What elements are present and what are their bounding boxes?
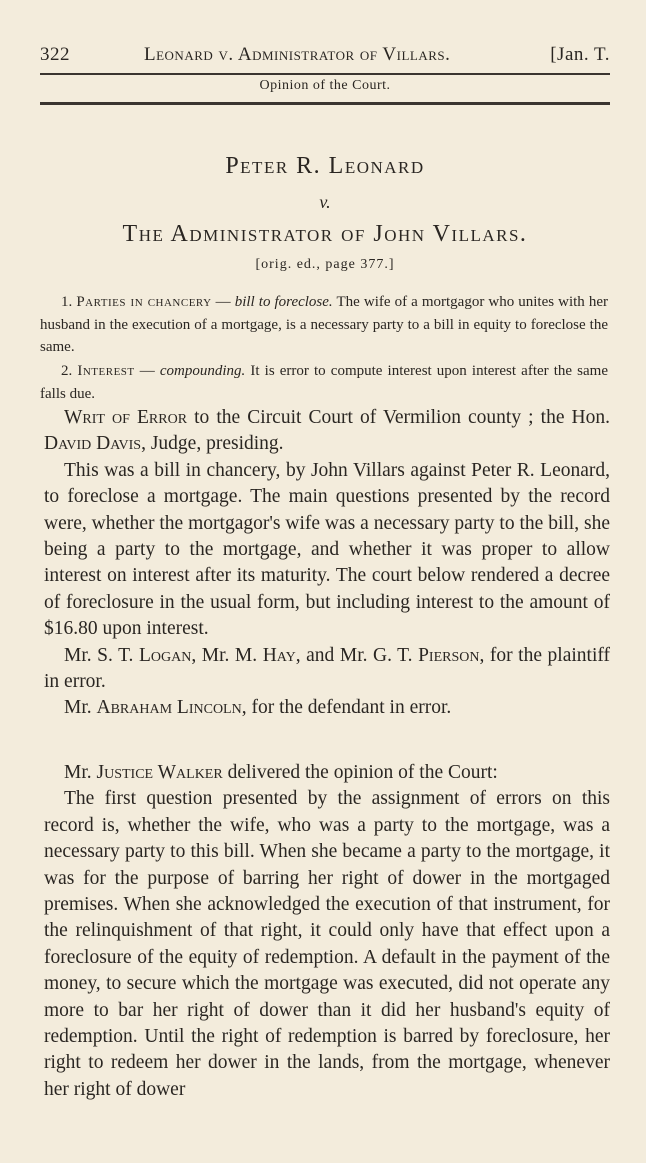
original-edition-ref: [orig. ed., page 377.] <box>255 257 395 272</box>
counsel-text: Mr. S. T. <box>64 644 134 666</box>
headnote-text: It is error to compute interest upon interest after the same falls due. <box>40 363 608 402</box>
case-plaintiff: Peter R. Leonard <box>225 153 425 179</box>
counsel-defendant <box>44 695 610 721</box>
justice-name: Justice Walker <box>96 762 223 783</box>
counsel-text: , and Mr. G. T. <box>295 644 413 666</box>
running-title: Leonard v. Administrator of Villars. <box>144 44 451 65</box>
court-opinion <box>44 760 610 1103</box>
judge-name: David Davis <box>44 433 142 455</box>
counsel-name: Pierson <box>418 644 480 666</box>
page-number: 322 <box>40 44 70 65</box>
headnote-number: 2. <box>61 363 73 379</box>
headnote-lead: Parties in chancery <box>76 294 212 310</box>
writ-paragraph <box>44 405 610 458</box>
opinion-intro <box>44 760 610 786</box>
section-subheading: Opinion of the Court. <box>259 78 391 93</box>
headnote-lead: Interest <box>77 363 135 379</box>
counsel-text: , Mr. M. <box>191 644 258 666</box>
headnote-topic: compounding. <box>159 363 246 379</box>
term-label: [Jan. T. <box>550 44 610 65</box>
header-rule <box>40 73 610 75</box>
facts-paragraph: This was a bill in chancery, by John Villars against Peter R. Leonard, to foreclose a mortgage. The main questions presented by the record were, whether the mortgagor's wife was a necessary party to the bill, she being a party to the mortgage, and whether it was proper to allow interest on interest after its maturity. The court below rendered a decree of foreclosure in the usual form, but including interest to the amount of $16.80 upon interest. <box>44 459 610 640</box>
judge-text: , Judge, presiding. <box>141 433 284 455</box>
case-defendant: The Administrator of John Villars. <box>122 221 528 247</box>
headnote-topic: bill to foreclose. <box>234 294 333 310</box>
opinion-intro-text: delivered the opinion of the Court: <box>227 762 498 783</box>
counsel-plaintiff <box>44 643 610 696</box>
counsel-name: Logan <box>138 644 192 666</box>
headnote-1: 1. Parties in chancery — bill to foreclose. The wife of a mortgagor who unites with her husband in the execution of a mortgage, is a necessary party to a bill in equity to foreclose the same. <box>40 294 609 355</box>
running-head <box>40 44 610 70</box>
counsel-text: , for the defendant in error. <box>241 697 452 719</box>
writ-lead: Writ of Error <box>64 407 188 428</box>
headnote-2: 2. Interest — compounding. It is error to compute interest upon interest after the same falls due. <box>40 363 608 402</box>
headnote-text: The wife of a mortgagor who unites with her husband in the execution of a mortgage, is a necessary party to a bill in equity to foreclose the same. <box>40 294 609 355</box>
writ-text: to the Circuit Court of Vermilion county ; the Hon. <box>194 407 611 428</box>
counsel-name: Abraham Lincoln <box>96 697 242 719</box>
opinion-paragraph: The first question presented by the assignment of errors on this record is, whether the wife, who was a party to the mortgage, was a necessary party to this bill. When she became a party to the mortgage, it was for the purpose of barring her right of dower in the mortgaged premises. When she acknowledged the execution of that instrument, for the relinquishment of that right, it could only have that effect upon a foreclosure of the equity of redemption. A default in the payment of the money, to secure which the mortgage was executed, did not operate any more to bar her right of dower than it did her husband's equity of redemption. Until the right of redemption is barred by foreclosure, her right to redeem her dower in the lands, from the mortgage, whenever her right of dower <box>44 788 610 1100</box>
header-rule-thick <box>40 102 610 105</box>
counsel-name: Hay <box>262 644 296 666</box>
headnote-number: 1. <box>61 294 73 310</box>
case-versus: v. <box>319 192 331 212</box>
counsel-text: , for the plaintiff in error. <box>44 644 610 693</box>
opinion-intro-pre: Mr. <box>64 762 92 783</box>
case-statement <box>44 405 610 722</box>
counsel-text: Mr. <box>64 697 92 719</box>
